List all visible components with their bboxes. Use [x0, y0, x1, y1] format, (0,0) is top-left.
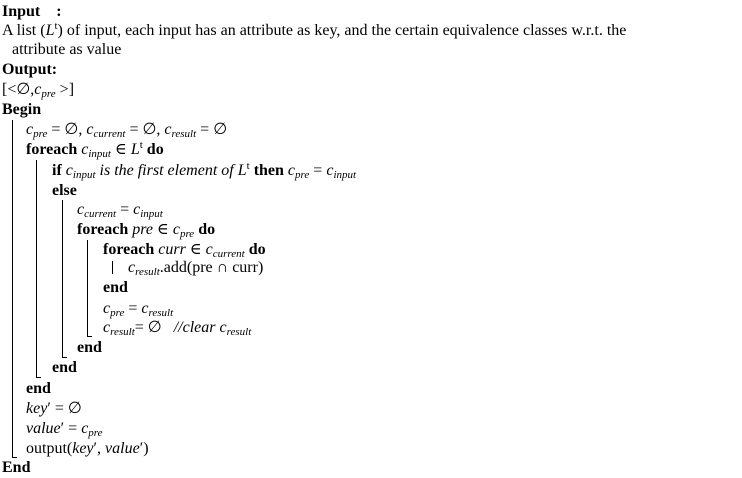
else-block-bar	[62, 200, 63, 357]
bracket-open: [<	[2, 81, 17, 98]
add-call-close: curr)	[232, 259, 264, 276]
key-variable: key	[72, 440, 94, 457]
end-final-line	[2, 460, 30, 476]
end-mid-line	[77, 340, 102, 356]
c-current-symbol: c	[77, 201, 85, 218]
foreach-keyword: foreach	[77, 221, 129, 238]
prime: ′	[139, 440, 144, 457]
foreach-outer-foot	[36, 377, 41, 378]
curr-variable: curr	[158, 241, 186, 258]
output-keyword: Output:	[2, 61, 58, 78]
else-block-foot	[62, 357, 67, 358]
add-call-open: .add(pre	[159, 259, 213, 276]
sub-current: current	[84, 208, 117, 220]
sub-result: result	[110, 326, 135, 338]
end-outer-line	[26, 381, 51, 397]
sub-result: result	[135, 266, 160, 278]
equals: =	[129, 121, 139, 138]
list-superscript: t	[54, 20, 58, 32]
sub-result: result	[226, 326, 252, 338]
sub-current: current	[212, 248, 245, 260]
c-input-symbol: c	[65, 162, 73, 179]
bracket-close: >]	[59, 81, 75, 98]
if-line	[52, 160, 357, 181]
end-keyword: end	[52, 359, 77, 376]
end-keyword: end	[26, 380, 51, 397]
equals: =	[68, 420, 78, 437]
c-result-symbol: c	[128, 259, 136, 276]
list-superscript: t	[246, 160, 250, 172]
output-call-close: )	[143, 440, 149, 457]
sub-input: input	[72, 169, 96, 181]
begin-block-foot	[12, 457, 17, 458]
sub-pre: pre	[179, 228, 195, 240]
sub-pre: pre	[41, 88, 56, 100]
foreach-mid-bar	[87, 240, 88, 336]
equals: =	[51, 121, 61, 138]
element-of: ∈	[156, 221, 169, 238]
foreach-keyword: foreach	[26, 141, 78, 158]
c-symbol: c	[34, 81, 42, 98]
else-keyword: else	[52, 182, 77, 199]
list-symbol: L	[45, 22, 55, 39]
sub-pre: pre	[33, 128, 48, 140]
begin-keyword: Begin	[2, 101, 42, 118]
empty-set: ∅	[213, 121, 228, 138]
c-input-symbol: c	[133, 201, 141, 218]
equals: =	[128, 300, 138, 317]
foreach-inner-bar	[112, 261, 113, 274]
element-of: ∈	[189, 241, 202, 258]
then-keyword: then	[253, 162, 284, 179]
comma: ,	[30, 81, 35, 98]
c-result-symbol: c	[164, 121, 172, 138]
sub-input: input	[88, 148, 111, 160]
foreach-inner-line	[103, 242, 266, 258]
foreach-outer-bar	[36, 160, 37, 377]
equals: =	[134, 319, 144, 336]
input-description-line-2	[12, 42, 121, 58]
end-else-line	[52, 360, 77, 376]
comma: ,	[97, 440, 102, 457]
c-current-symbol: c	[86, 121, 94, 138]
do-keyword: do	[198, 221, 216, 238]
sub-result: result	[148, 307, 174, 319]
sub-pre: pre	[110, 307, 125, 319]
list-superscript: t	[139, 139, 143, 151]
desc-prefix: A list (	[2, 22, 46, 39]
init-line	[26, 122, 227, 138]
empty-set: ∅	[142, 121, 157, 138]
desc-rest: ) of input, each input has an attribute as key, and the certain equivalence classes w.r.t. the	[57, 22, 627, 39]
empty-set: ∅	[67, 400, 82, 417]
value-assign-line	[26, 421, 103, 437]
key-variable: key	[26, 400, 48, 417]
prime: ′	[60, 420, 65, 437]
equals: =	[200, 121, 210, 138]
sub-pre: pre	[88, 427, 103, 439]
equals: =	[120, 201, 130, 218]
c-current-symbol: c	[205, 241, 213, 258]
output-value	[2, 82, 74, 98]
c-result-symbol: c	[141, 300, 149, 317]
equals: =	[54, 400, 64, 417]
key-assign-line	[26, 401, 82, 417]
if-condition-text: is the first element of	[99, 162, 234, 179]
comment-text: //clear	[173, 319, 216, 336]
c-input-symbol: c	[326, 162, 334, 179]
c-pre-symbol: c	[172, 221, 180, 238]
list-symbol: L	[130, 141, 140, 158]
c-pre-symbol: c	[26, 121, 34, 138]
output-call-line	[26, 441, 149, 457]
sub-input: input	[140, 208, 163, 220]
equals: =	[313, 162, 323, 179]
input-heading	[2, 4, 62, 20]
output-heading	[2, 62, 57, 78]
input-keyword: Input	[2, 3, 41, 20]
c-result-symbol: c	[103, 319, 111, 336]
value-variable: value	[105, 440, 140, 457]
empty-set: ∅	[147, 319, 162, 336]
comma: ,	[156, 121, 161, 138]
else-line	[52, 183, 77, 199]
input-description-line-1	[2, 20, 627, 39]
foreach-outer-line	[26, 139, 164, 160]
foreach-mid-line	[77, 222, 215, 238]
if-keyword: if	[52, 162, 62, 179]
input-colon: :	[56, 3, 62, 20]
sub-pre: pre	[295, 169, 310, 181]
clear-result-line	[103, 320, 251, 336]
sub-input: input	[333, 169, 357, 181]
add-line	[128, 260, 263, 276]
c-pre-symbol: c	[287, 162, 296, 179]
empty-set: ∅	[64, 121, 79, 138]
prime: ′	[47, 400, 51, 417]
intersection: ∩	[216, 259, 229, 276]
c-result-symbol: c	[219, 319, 227, 336]
do-keyword: do	[146, 141, 164, 158]
prime: ′	[93, 440, 98, 457]
c-input-symbol: c	[81, 141, 89, 158]
end-final-keyword: End	[2, 459, 31, 476]
end-inner-line	[103, 280, 128, 296]
assign-current-line	[77, 202, 163, 218]
output-call-open: output(	[26, 440, 73, 457]
begin-block-bar	[12, 120, 13, 457]
foreach-keyword: foreach	[103, 241, 155, 258]
pre-variable: pre	[132, 221, 153, 238]
end-keyword: end	[77, 339, 102, 356]
desc-line-2: attribute as value	[12, 41, 122, 58]
empty-set: ∅	[16, 81, 31, 98]
do-keyword: do	[248, 241, 266, 258]
sub-current: current	[93, 128, 126, 140]
c-pre-symbol: c	[81, 420, 89, 437]
list-symbol: L	[237, 162, 247, 179]
foreach-mid-foot	[87, 336, 92, 337]
begin-line	[2, 102, 41, 118]
element-of: ∈	[114, 141, 127, 158]
assign-pre-line	[103, 301, 173, 317]
c-pre-symbol: c	[103, 300, 111, 317]
comma: ,	[78, 121, 83, 138]
sub-result: result	[171, 128, 197, 140]
value-variable: value	[26, 420, 61, 437]
end-keyword: end	[103, 279, 128, 296]
